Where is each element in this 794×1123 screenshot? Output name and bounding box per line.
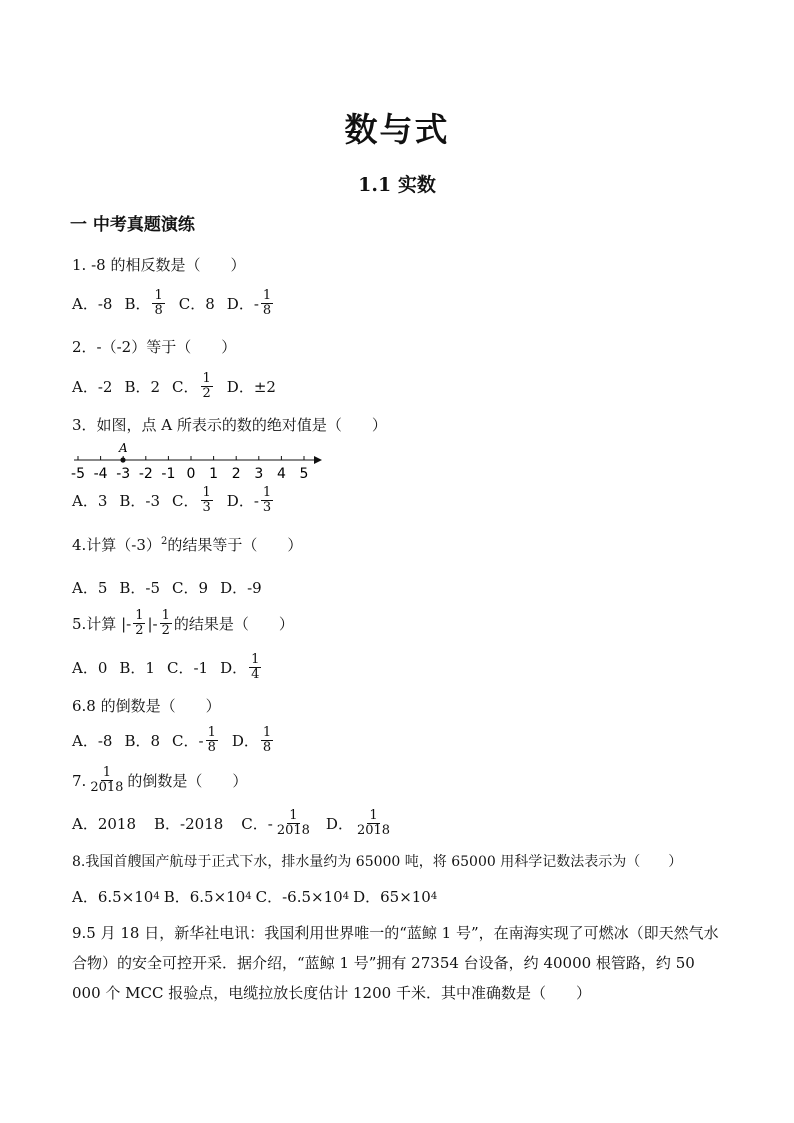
option-b: B．8 xyxy=(124,732,161,751)
option-b: B．1 xyxy=(119,659,155,678)
fraction: $\frac{1}{2}$ xyxy=(135,608,144,639)
question-7-stem: 7. $\frac{1}{2018}$ 的倒数是（ ） xyxy=(72,765,248,796)
fraction: $\frac{1}{3}$ xyxy=(202,485,211,516)
option-c: C．-6.5×10 4 xyxy=(255,888,350,906)
option-b: B．6.5×10 4 xyxy=(163,888,252,906)
fraction: $\frac{1}{8}$ xyxy=(262,725,272,756)
tick-label: 0 xyxy=(186,466,196,482)
option-d: D． $\frac{1}{8}$ xyxy=(231,725,272,756)
option-a: A．5 xyxy=(72,579,108,597)
question-4-options xyxy=(72,577,274,598)
tick-label: 2 xyxy=(231,466,241,482)
question-7-options xyxy=(72,809,406,839)
tick-label: -3 xyxy=(116,466,131,482)
page-title: 数与式 xyxy=(344,110,450,149)
question-4-stem: 4.计算$(-3)^2$的结果等于（ ） xyxy=(72,536,303,554)
option-c: C．9 xyxy=(172,579,209,597)
question-8-stem: 8.我国首艘国产航母于正式下水，排水量约为 65000 吨，将 65000 用科学记数法表示为（ ） xyxy=(72,854,683,870)
fraction: $\frac{1}{2018}$ xyxy=(276,808,310,839)
option-a: A．-2 xyxy=(72,378,113,397)
fraction: $\frac{1}{2018}$ xyxy=(356,808,391,839)
tick-label: 1 xyxy=(209,466,219,482)
question-2-stem: 2．-（-2）等于（ ） xyxy=(72,338,237,356)
option-a: A．2018 xyxy=(72,815,137,834)
question-3-options xyxy=(72,486,287,516)
option-d: D． $\frac{1}{4}$ xyxy=(220,652,260,683)
fraction: $\frac{1}{3}$ xyxy=(262,485,272,516)
option-c: C．-1 xyxy=(166,659,209,678)
question-6-options xyxy=(72,726,287,756)
option-b: B．-2018 xyxy=(154,815,224,834)
number-line xyxy=(66,438,328,484)
option-c: C． $\frac{1}{2}$ xyxy=(172,371,211,402)
option-c: C．- $\frac{1}{8}$ xyxy=(172,725,216,756)
option-b: B．-3 xyxy=(119,492,161,511)
option-c: C． $\frac{1}{3}$ xyxy=(172,485,211,516)
question-2-options xyxy=(72,372,288,402)
question-3-stem: 3．如图，点 A 所表示的数的绝对值是（ ） xyxy=(72,416,387,434)
option-c: C．- $\frac{1}{2018}$ xyxy=(241,808,310,839)
option-b: B．2 xyxy=(124,378,161,397)
question-1-options xyxy=(72,289,287,319)
option-b: B．-5 xyxy=(119,579,161,597)
option-a: A．3 xyxy=(72,492,108,511)
option-a: A．0 xyxy=(72,659,108,678)
fraction: $\frac{1}{8}$ xyxy=(262,288,272,319)
option-d: D．±2 xyxy=(226,378,276,397)
tick-label: -1 xyxy=(161,466,176,482)
option-d: D．65×10 4 xyxy=(353,888,438,906)
option-a: A．-8 xyxy=(72,295,113,314)
option-a: A．6.5×10 4 xyxy=(72,888,160,906)
question-6-stem: 6.8 的倒数是（ ） xyxy=(72,697,221,715)
question-8-options xyxy=(72,886,449,907)
tick-label: 4 xyxy=(276,466,286,482)
tick-label: -4 xyxy=(93,466,108,482)
fraction: $\frac{1}{8}$ xyxy=(154,288,163,319)
point-a-dot xyxy=(120,457,125,462)
tick-label: 3 xyxy=(254,466,264,482)
option-d: D．- $\frac{1}{3}$ xyxy=(226,485,272,516)
arrow-head-icon xyxy=(314,456,322,464)
tick-label: -5 xyxy=(71,466,85,482)
option-c: C．8 xyxy=(178,295,215,314)
question-5-stem: 5.计算 |- $\frac{1}{2}$ |- $\frac{1}{2}$ 的结果是（ ） xyxy=(72,608,294,639)
option-b: B． $\frac{1}{8}$ xyxy=(124,288,163,319)
part-heading: 一 中考真题演练 xyxy=(70,215,195,235)
fraction: $\frac{1}{2018}$ xyxy=(90,765,124,796)
tick-label: 5 xyxy=(299,466,309,482)
option-d: D．-9 xyxy=(220,579,262,597)
fraction: $\frac{1}{8}$ xyxy=(207,725,216,756)
question-5-options xyxy=(72,653,275,683)
option-d: D． $\frac{1}{2018}$ xyxy=(325,808,391,839)
option-d: D．- $\frac{1}{8}$ xyxy=(226,288,272,319)
fraction: $\frac{1}{4}$ xyxy=(251,652,260,683)
point-a-label: A xyxy=(119,441,128,455)
fraction: $\frac{1}{2}$ xyxy=(161,608,170,639)
fraction: $\frac{1}{2}$ xyxy=(202,371,211,402)
option-a: A．-8 xyxy=(72,732,113,751)
question-1-stem: 1. -8 的相反数是（ ） xyxy=(72,256,246,274)
question-9-stem: 9.5 月 18 日，新华社电讯：我国利用世界唯一的“蓝鲸 1 号”，在南海实现了可燃冰（即天然气水合物）的安全可控开采．据介绍，“蓝鲸 1 号”拥有 27354 台设备，约 40000 根管路，约 50 000 个 MCC 报验点，电缆拉放长度估计 1200 千米．其中准确数是（ ） xyxy=(72,924,719,1002)
section-subtitle: 1.1 实数 xyxy=(358,174,436,196)
tick-label: -2 xyxy=(138,466,153,482)
